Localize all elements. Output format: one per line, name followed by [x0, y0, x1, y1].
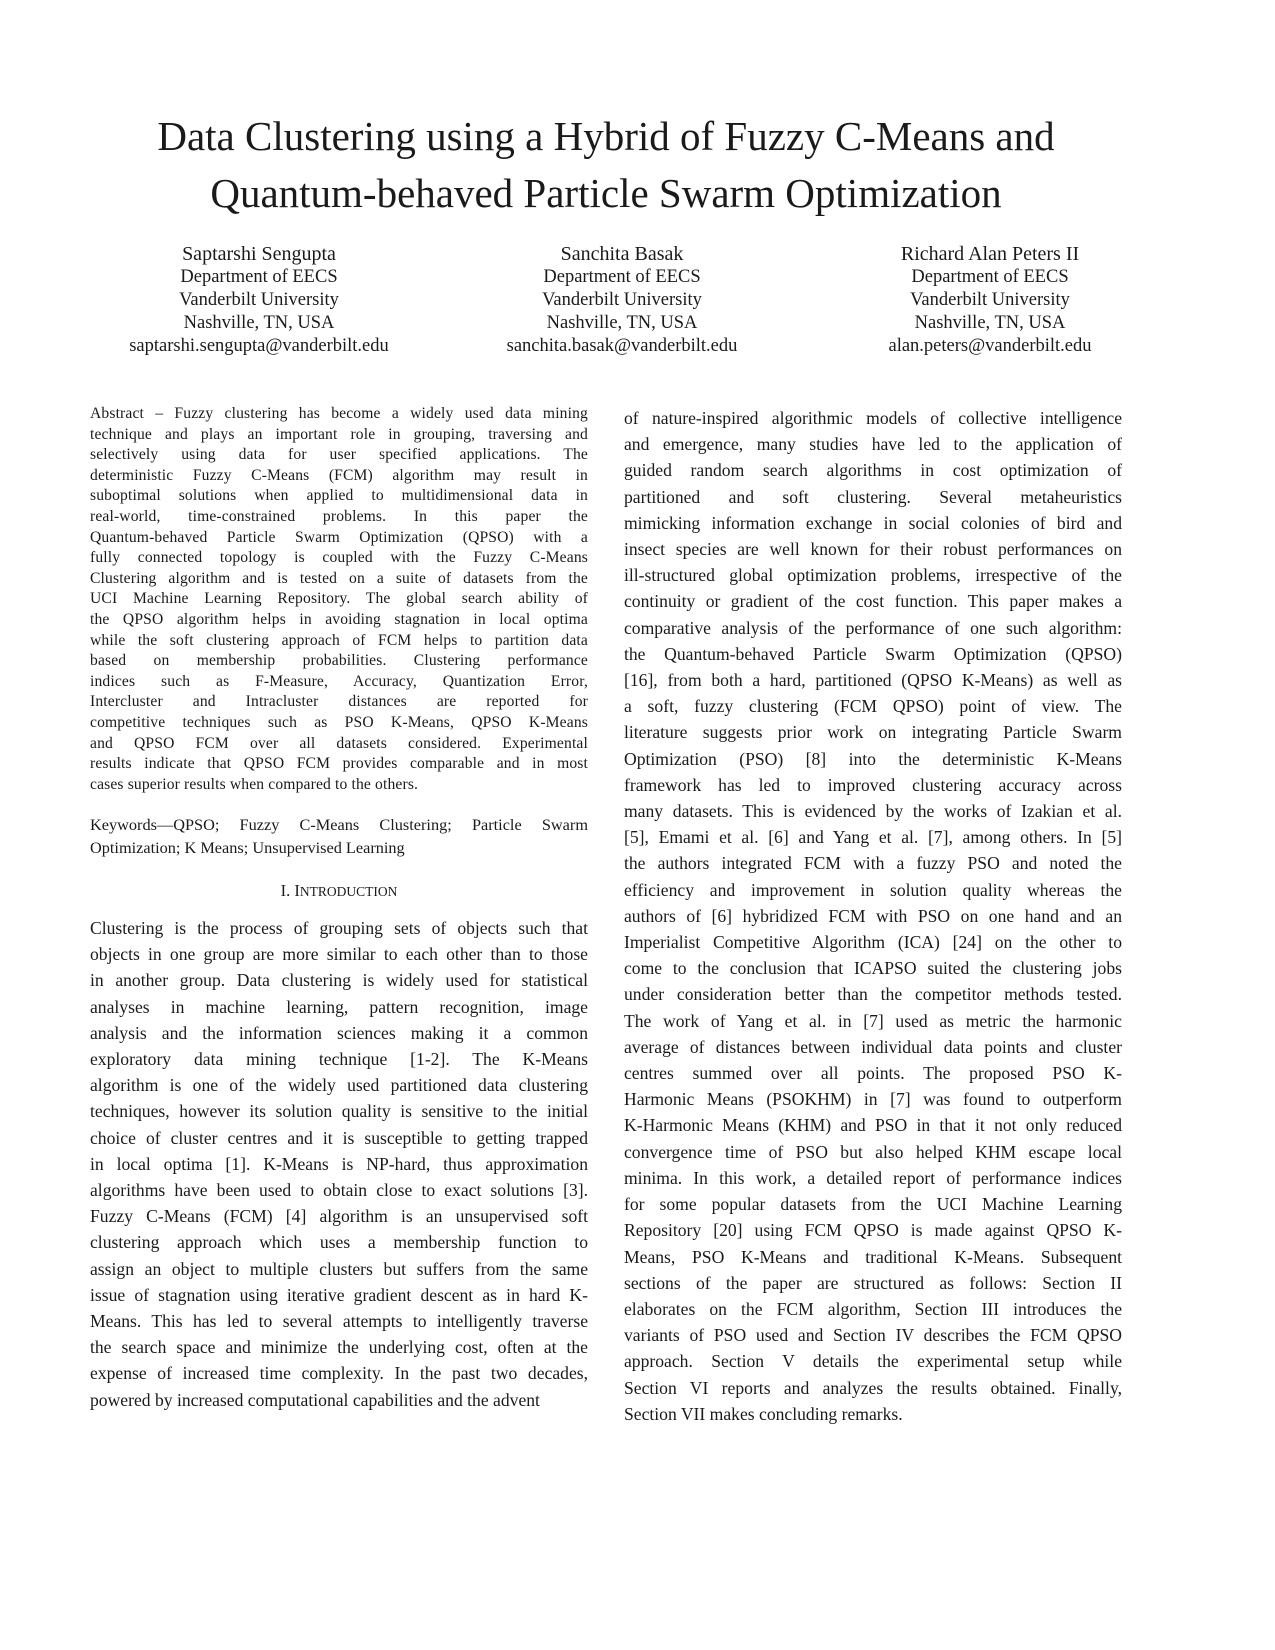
author-univ: Vanderbilt University — [542, 290, 702, 310]
text-line: Section VII makes concluding remarks. — [624, 1403, 903, 1424]
text-line: in another group. Data clustering is widely used for statistical — [90, 970, 588, 991]
text-line: K-Harmonic Means (KHM) and PSO in that it not only reduced — [624, 1115, 1122, 1136]
text-line: the QPSO algorithm helps in avoiding stagnation in local optima — [90, 610, 588, 628]
text-line: cases superior results when compared to the others. — [90, 775, 419, 793]
text-line: real-world, time-constrained problems. In this paper the — [90, 507, 588, 525]
text-line: elaborates on the FCM algorithm, Section III introduces the — [624, 1298, 1122, 1319]
text-line: in local optima [1]. K-Means is NP-hard, thus approximation — [90, 1153, 588, 1174]
text-line: insect species are well known for their robust performances on — [624, 539, 1122, 560]
text-line: under consideration better than the competitor methods tested. — [624, 984, 1122, 1005]
text-line: deterministic Fuzzy C-Means (FCM) algorithm may result in — [90, 466, 588, 484]
author-name: Saptarshi Sengupta — [182, 243, 336, 265]
text-line: comparative analysis of the performance of one such algorithm: — [624, 617, 1122, 638]
text-line: and emergence, many studies have led to the application of — [624, 434, 1122, 455]
text-line: algorithm is one of the widely used partitioned data clustering — [90, 1075, 588, 1096]
keywords — [90, 813, 588, 859]
text-line: Fuzzy C-Means (FCM) [4] algorithm is an unsupervised soft — [90, 1206, 588, 1227]
text-line: Quantum-behaved Particle Swarm Optimization (QPSO) with a — [90, 528, 588, 546]
abstract — [90, 404, 588, 795]
text-line: minima. In this work, a detailed report of performance indices — [624, 1167, 1122, 1188]
text-line: The work of Yang et al. in [7] used as metric the harmonic — [624, 1010, 1122, 1031]
text-line: literature suggests prior work on integrating Particle Swarm — [624, 722, 1122, 743]
author-location: Nashville, TN, USA — [183, 313, 335, 333]
author-location: Nashville, TN, USA — [914, 313, 1066, 333]
text-line: guided random search algorithms in cost optimization of — [624, 460, 1122, 481]
text-line: Keywords—QPSO; Fuzzy C-Means Clustering; Particle Swarm — [90, 815, 588, 834]
text-line: continuity or gradient of the cost function. This paper makes a — [624, 591, 1122, 612]
author-univ: Vanderbilt University — [179, 290, 339, 310]
text-line: indices such as F-Measure, Accuracy, Quantization Error, — [90, 672, 588, 690]
author-dept: Department of EECS — [543, 267, 701, 287]
text-line: fully connected topology is coupled with the Fuzzy C-Means — [90, 549, 588, 567]
section-heading-introduction — [90, 881, 588, 901]
text-line: Clustering is the process of grouping sets of objects such that — [90, 918, 588, 938]
text-line: Means, PSO K-Means and traditional K-Means. Subsequent — [624, 1246, 1122, 1267]
introduction-body-right — [624, 405, 1122, 1427]
author-email: sanchita.basak@vanderbilt.edu — [506, 336, 738, 356]
text-line: exploratory data mining technique [1-2]. The K-Means — [90, 1049, 588, 1070]
author-email: alan.peters@vanderbilt.edu — [888, 336, 1092, 356]
paper-title — [0, 108, 1212, 222]
author-2 — [422, 242, 822, 358]
text-line: Repository [20] using FCM QPSO is made against QPSO K- — [624, 1220, 1122, 1241]
author-name: Richard Alan Peters II — [900, 243, 1080, 265]
author-dept: Department of EECS — [180, 267, 338, 287]
text-line: mimicking information exchange in social colonies of bird and — [624, 512, 1122, 533]
text-line: technique and plays an important role in grouping, traversing and — [90, 425, 588, 443]
text-line: Means. This has led to several attempts to intelligently traverse — [90, 1311, 588, 1332]
author-location: Nashville, TN, USA — [546, 313, 698, 333]
text-line: expense of increased time complexity. In the past two decades, — [90, 1363, 588, 1384]
text-line: analyses in machine learning, pattern recognition, image — [90, 996, 588, 1017]
text-line: a soft, fuzzy clustering (FCM QPSO) point of view. The — [624, 696, 1122, 717]
title-line: Quantum-behaved Particle Swarm Optimization — [210, 170, 1002, 216]
author-dept: Department of EECS — [911, 267, 1069, 287]
text-line: results indicate that QPSO FCM provides comparable and in most — [90, 755, 588, 773]
author-email: saptarshi.sengupta@vanderbilt.edu — [129, 336, 389, 356]
text-line: variants of PSO used and Section IV describes the FCM QPSO — [624, 1325, 1122, 1346]
text-line: Section VI reports and analyzes the results obtained. Finally, — [624, 1377, 1122, 1398]
text-line: choice of cluster centres and it is susceptible to getting trapped — [90, 1127, 588, 1148]
text-line: and QPSO FCM over all datasets considered. Experimental — [90, 734, 588, 752]
author-name: Sanchita Basak — [560, 243, 684, 265]
author-3 — [790, 242, 1190, 358]
text-line: techniques, however its solution quality is sensitive to the initial — [90, 1101, 588, 1122]
section-heading-number: I. I — [280, 881, 300, 900]
text-line: for some popular datasets from the UCI Machine Learning — [624, 1194, 1122, 1215]
text-line: partitioned and soft clustering. Several metaheuristics — [624, 486, 1122, 507]
text-line: average of distances between individual data points and cluster — [624, 1036, 1122, 1057]
text-line: of nature-inspired algorithmic models of collective intelligence — [624, 408, 1122, 428]
text-line: competitive techniques such as PSO K-Means, QPSO K-Means — [90, 713, 588, 731]
title-line: Data Clustering using a Hybrid of Fuzzy C-Means and — [157, 113, 1055, 159]
text-line: suboptimal solutions when applied to multidimensional data in — [90, 487, 588, 505]
text-line: the search space and minimize the underlying cost, often at the — [90, 1337, 588, 1358]
author-univ: Vanderbilt University — [910, 290, 1070, 310]
text-line: algorithms have been used to obtain close to exact solutions [3]. — [90, 1180, 588, 1201]
text-line: [16], from both a hard, partitioned (QPSO K-Means) as well as — [624, 670, 1122, 691]
text-line: approach. Section V details the experimental setup while — [624, 1351, 1122, 1372]
text-line: issue of stagnation using iterative gradient descent as in hard K- — [90, 1284, 588, 1305]
text-line: Intercluster and Intracluster distances are reported for — [90, 693, 588, 711]
text-line: Abstract – Fuzzy clustering has become a widely used data mining — [90, 405, 588, 422]
text-line: come to the conclusion that ICAPSO suited the clustering jobs — [624, 958, 1122, 979]
text-line: centres summed over all points. The proposed PSO K- — [624, 1063, 1122, 1084]
text-line: framework has led to improved clustering accuracy across — [624, 774, 1122, 795]
text-line: UCI Machine Learning Repository. The global search ability of — [90, 590, 588, 608]
text-line: many datasets. This is evidenced by the works of Izakian et al. — [624, 801, 1122, 822]
text-line: authors of [6] hybridized FCM with PSO on one hand and an — [624, 905, 1122, 926]
text-line: analysis and the information sciences making it a common — [90, 1022, 588, 1043]
text-line: powered by increased computational capabilities and the advent — [90, 1389, 540, 1410]
text-line: Harmonic Means (PSOKHM) in [7] was found to outperform — [624, 1089, 1122, 1110]
text-line: assign an object to multiple clusters but suffers from the same — [90, 1258, 588, 1279]
text-line: selectively using data for user specified applications. The — [90, 446, 588, 464]
text-line: while the soft clustering approach of FCM helps to partition data — [90, 631, 588, 649]
text-line: the authors integrated FCM with a fuzzy PSO and noted the — [624, 853, 1122, 874]
text-line: Optimization; K Means; Unsupervised Learning — [90, 838, 405, 857]
text-line: sections of the paper are structured as follows: Section II — [624, 1272, 1122, 1293]
text-line: [5], Emami et al. [6] and Yang et al. [7], among others. In [5] — [624, 827, 1122, 848]
text-line: Clustering algorithm and is tested on a suite of datasets from the — [90, 569, 588, 587]
section-heading-rest: NTRODUCTION — [299, 884, 398, 899]
text-line: Imperialist Competitive Algorithm (ICA) [24] on the other to — [624, 932, 1122, 953]
author-1 — [59, 242, 459, 358]
text-line: based on membership probabilities. Clustering performance — [90, 652, 588, 670]
text-line: ill-structured global optimization problems, irrespective of the — [624, 565, 1122, 586]
text-line: the Quantum-behaved Particle Swarm Optimization (QPSO) — [624, 643, 1122, 664]
text-line: Optimization (PSO) [8] into the deterministic K-Means — [624, 748, 1122, 769]
text-line: efficiency and improvement in solution quality whereas the — [624, 879, 1122, 900]
text-line: convergence time of PSO but also helped KHM escape local — [624, 1141, 1122, 1162]
text-line: clustering approach which uses a membership function to — [90, 1232, 588, 1253]
text-line: objects in one group are more similar to each other than to those — [90, 944, 588, 965]
introduction-body-left — [90, 915, 588, 1413]
